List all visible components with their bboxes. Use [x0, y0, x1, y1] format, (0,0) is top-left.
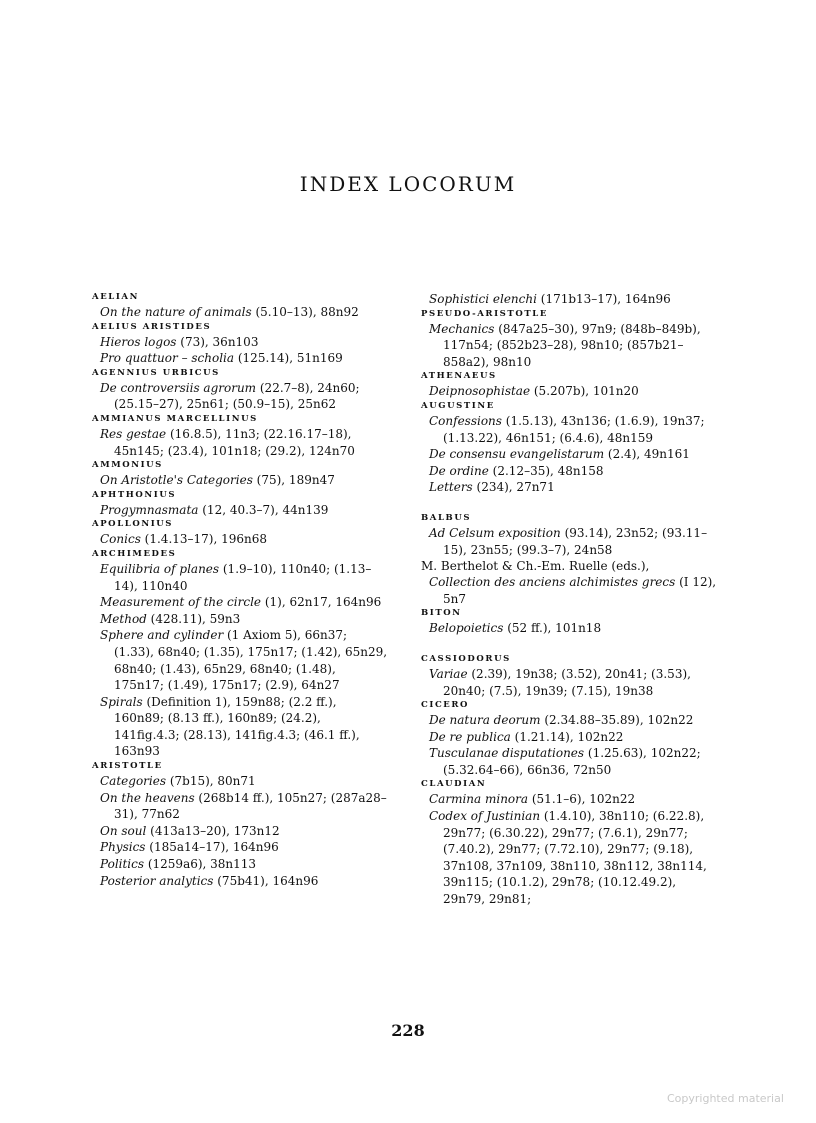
work-references: (1.25.63), 102n22; (5.32.64–66), 66n36, 72n50 — [443, 746, 701, 777]
work-title: Variae — [429, 666, 468, 681]
work-references: (75b41), 164n96 — [213, 873, 319, 888]
author-heading: CLAUDIAN — [421, 779, 487, 790]
work-title: De ordine — [429, 463, 489, 478]
work-references: (73), 36n103 — [176, 334, 259, 349]
work-entry — [92, 627, 388, 693]
author-heading: AGENNIUS URBICUS — [92, 367, 220, 378]
work-entry — [421, 745, 721, 778]
work-entry — [92, 472, 388, 489]
work-entry — [92, 790, 388, 823]
work-title: On soul — [100, 823, 147, 838]
work-title: Belopoietics — [429, 621, 504, 636]
work-title: De natura deorum — [429, 713, 541, 728]
work-entry — [421, 383, 721, 400]
work-title: Pro quattuor – scholia — [100, 351, 235, 366]
author-heading: AMMIANUS MARCELLINUS — [92, 413, 258, 424]
work-title: Collection des anciens alchimistes grecs — [429, 575, 676, 590]
work-entry — [92, 773, 388, 790]
work-title: On the nature of animals — [100, 305, 252, 319]
work-entry — [421, 808, 721, 908]
work-title: Deipnosophistae — [429, 384, 531, 399]
author-heading: ATHENAEUS — [421, 371, 497, 382]
work-title: De re publica — [429, 729, 511, 744]
work-references: (1259a6), 38n113 — [144, 857, 257, 872]
work-references: (847a25–30), 97n9; (848b–849b), 117n54; (852b23–28), 98n10; (857b21–858a2), 98n10 — [443, 321, 701, 369]
author-heading: ARISTOTLE — [92, 761, 163, 772]
work-references: (171b13–17), 164n96 — [536, 292, 671, 306]
work-entry — [421, 729, 721, 746]
work-references: (2.34.88–35.89), 102n22 — [540, 713, 694, 728]
work-entry — [92, 531, 388, 548]
work-references: (185a14–17), 164n96 — [145, 840, 279, 855]
entry-gap — [421, 637, 721, 653]
author-heading: APOLLONIUS — [92, 519, 174, 530]
work-references: (428.11), 59n3 — [146, 611, 241, 626]
work-references: (I 12), 5n7 — [443, 575, 717, 606]
work-references: (413a13–20), 173n12 — [146, 823, 280, 838]
work-title: Tusculanae disputationes — [429, 746, 585, 761]
work-references: (7b15), 80n71 — [166, 774, 256, 789]
work-entry — [421, 291, 721, 308]
work-title: Physics — [100, 840, 146, 855]
work-title: Measurement of the circle — [100, 595, 262, 610]
work-title: Sophistici elenchi — [429, 292, 537, 306]
work-references: (1), 62n17, 164n96 — [261, 595, 382, 610]
work-entry — [92, 304, 388, 321]
work-title: Letters — [429, 480, 473, 495]
work-references: (12, 40.3–7), 44n139 — [198, 502, 329, 517]
work-references: (1.9–10), 110n40; (1.13–14), 110n40 — [114, 561, 372, 593]
work-entry — [421, 791, 721, 808]
author-heading: AELIUS ARISTIDES — [92, 321, 212, 332]
work-title: Res gestae — [100, 426, 167, 441]
work-entry — [92, 873, 388, 890]
work-title: Codex of Justinian — [429, 809, 541, 824]
work-title: Conics — [100, 532, 141, 547]
index-column-right — [421, 291, 721, 908]
work-entry — [421, 463, 721, 480]
work-entry — [92, 839, 388, 856]
entry-gap — [421, 496, 721, 512]
work-entry — [92, 694, 388, 760]
index-column-left — [92, 291, 388, 889]
work-title: Method — [100, 611, 147, 626]
work-title: Hieros logos — [100, 334, 177, 349]
work-title: Politics — [100, 857, 145, 872]
work-references: (Definition 1), 159n88; (2.2 ff.), 160n89; (8.13 ff.), 160n89; (24.2), 141fig.4.3; (28.13), 141fig.4.3; (46.1 ff.), 163n93 — [114, 694, 360, 759]
work-title: On Aristotle's Categories — [100, 473, 253, 488]
work-entry — [421, 620, 721, 637]
work-references: (22.7–8), 24n60; (25.15–27), 25n61; (50.9–15), 25n62 — [114, 380, 360, 412]
work-title: Spirals — [100, 694, 143, 709]
work-title: On the heavens — [100, 790, 195, 805]
author-heading: CICERO — [421, 700, 470, 711]
work-references: (1.5.13), 43n136; (1.6.9), 19n37; (1.13.22), 46n151; (6.4.6), 48n159 — [443, 413, 705, 445]
work-entry — [421, 321, 721, 371]
author-heading: PSEUDO-ARISTOTLE — [421, 308, 548, 319]
work-references: (52 ff.), 101n18 — [503, 621, 602, 636]
work-title: Confessions — [429, 413, 502, 428]
work-title: Carmina minora — [429, 792, 529, 807]
work-entry — [421, 666, 721, 699]
work-entry — [92, 611, 388, 628]
author-heading: CASSIODORUS — [421, 653, 511, 664]
author-heading: BITON — [421, 608, 462, 619]
work-references: (1.21.14), 102n22 — [510, 729, 624, 744]
work-entry — [92, 594, 388, 611]
work-entry — [92, 350, 388, 367]
work-references: (268b14 ff.), 105n27; (287a28–31), 77n62 — [114, 790, 387, 822]
work-title: Progymnasmata — [100, 502, 199, 517]
author-heading: M. Berthelot & Ch.-Em. Ruelle (eds.), — [421, 559, 650, 574]
work-title: Mechanics — [429, 321, 495, 336]
work-title: Sphere and cylinder — [100, 628, 224, 643]
work-references: (16.8.5), 11n3; (22.16.17–18), 45n145; (23.4), 101n18; (29.2), 124n70 — [114, 426, 355, 458]
work-entry — [92, 502, 388, 519]
work-title: Ad Celsum exposition — [429, 525, 561, 540]
work-references: (1.4.13–17), 196n68 — [140, 532, 268, 547]
page-title: INDEX LOCORUM — [299, 172, 517, 196]
author-heading: ARCHIMEDES — [92, 548, 177, 559]
work-references: (5.207b), 101n20 — [530, 384, 639, 399]
work-entry — [92, 426, 388, 459]
author-heading: APHTHONIUS — [92, 489, 177, 500]
work-entry — [421, 479, 721, 496]
work-entry — [92, 856, 388, 873]
work-title: De controversiis agrorum — [100, 380, 257, 395]
work-title: De consensu evangelistarum — [429, 447, 605, 462]
work-references: (1 Axiom 5), 66n37; (1.33), 68n40; (1.35), 175n17; (1.42), 65n29, 68n40; (1.43), 65n29, 68n40; (1.48), 175n17; (1.49), 175n17; (2.9), 64n27 — [114, 628, 388, 693]
work-entry — [92, 823, 388, 840]
author-heading: AUGUSTINE — [421, 400, 495, 411]
work-entry — [421, 525, 721, 558]
work-references: (2.4), 49n161 — [604, 447, 690, 462]
work-references: (75), 189n47 — [252, 473, 335, 488]
work-references: (1.4.10), 38n110; (6.22.8), 29n77; (6.30.22), 29n77; (7.6.1), 29n77; (7.40.2), 29n77; (7.72.10), 29n77; (9.18), 37n108, 37n109, 38n110, 38n112, 38n114, 39n115; (10.1.2), 29n78; (10.12.49.2), 29n79, 29n81; — [443, 809, 707, 907]
work-references: (125.14), 51n169 — [234, 351, 343, 366]
author-heading: AELIAN — [92, 292, 139, 302]
work-references: (2.39), 19n38; (3.52), 20n41; (3.53), 20n40; (7.5), 19n39; (7.15), 19n38 — [443, 666, 691, 698]
work-title: Posterior analytics — [100, 873, 214, 888]
work-entry — [421, 446, 721, 463]
work-title: Categories — [100, 774, 166, 789]
work-references: (2.12–35), 48n158 — [488, 463, 604, 478]
page-number: 228 — [391, 1021, 425, 1040]
work-entry — [421, 574, 721, 607]
work-references: (5.10–13), 88n92 — [251, 305, 359, 319]
work-references: (93.14), 23n52; (93.11–15), 23n55; (99.3–7), 24n58 — [443, 525, 708, 557]
work-entry — [92, 561, 388, 594]
author-heading: AMMONIUS — [92, 460, 163, 471]
work-references: (234), 27n71 — [472, 480, 555, 495]
work-entry — [421, 712, 721, 729]
work-entry — [92, 334, 388, 351]
copyright-watermark: Copyrighted material — [667, 1092, 784, 1105]
work-entry — [421, 413, 721, 446]
author-heading: BALBUS — [421, 512, 472, 523]
work-title: Equilibria of planes — [100, 561, 220, 576]
work-entry — [92, 380, 388, 413]
work-references: (51.1–6), 102n22 — [528, 792, 636, 807]
